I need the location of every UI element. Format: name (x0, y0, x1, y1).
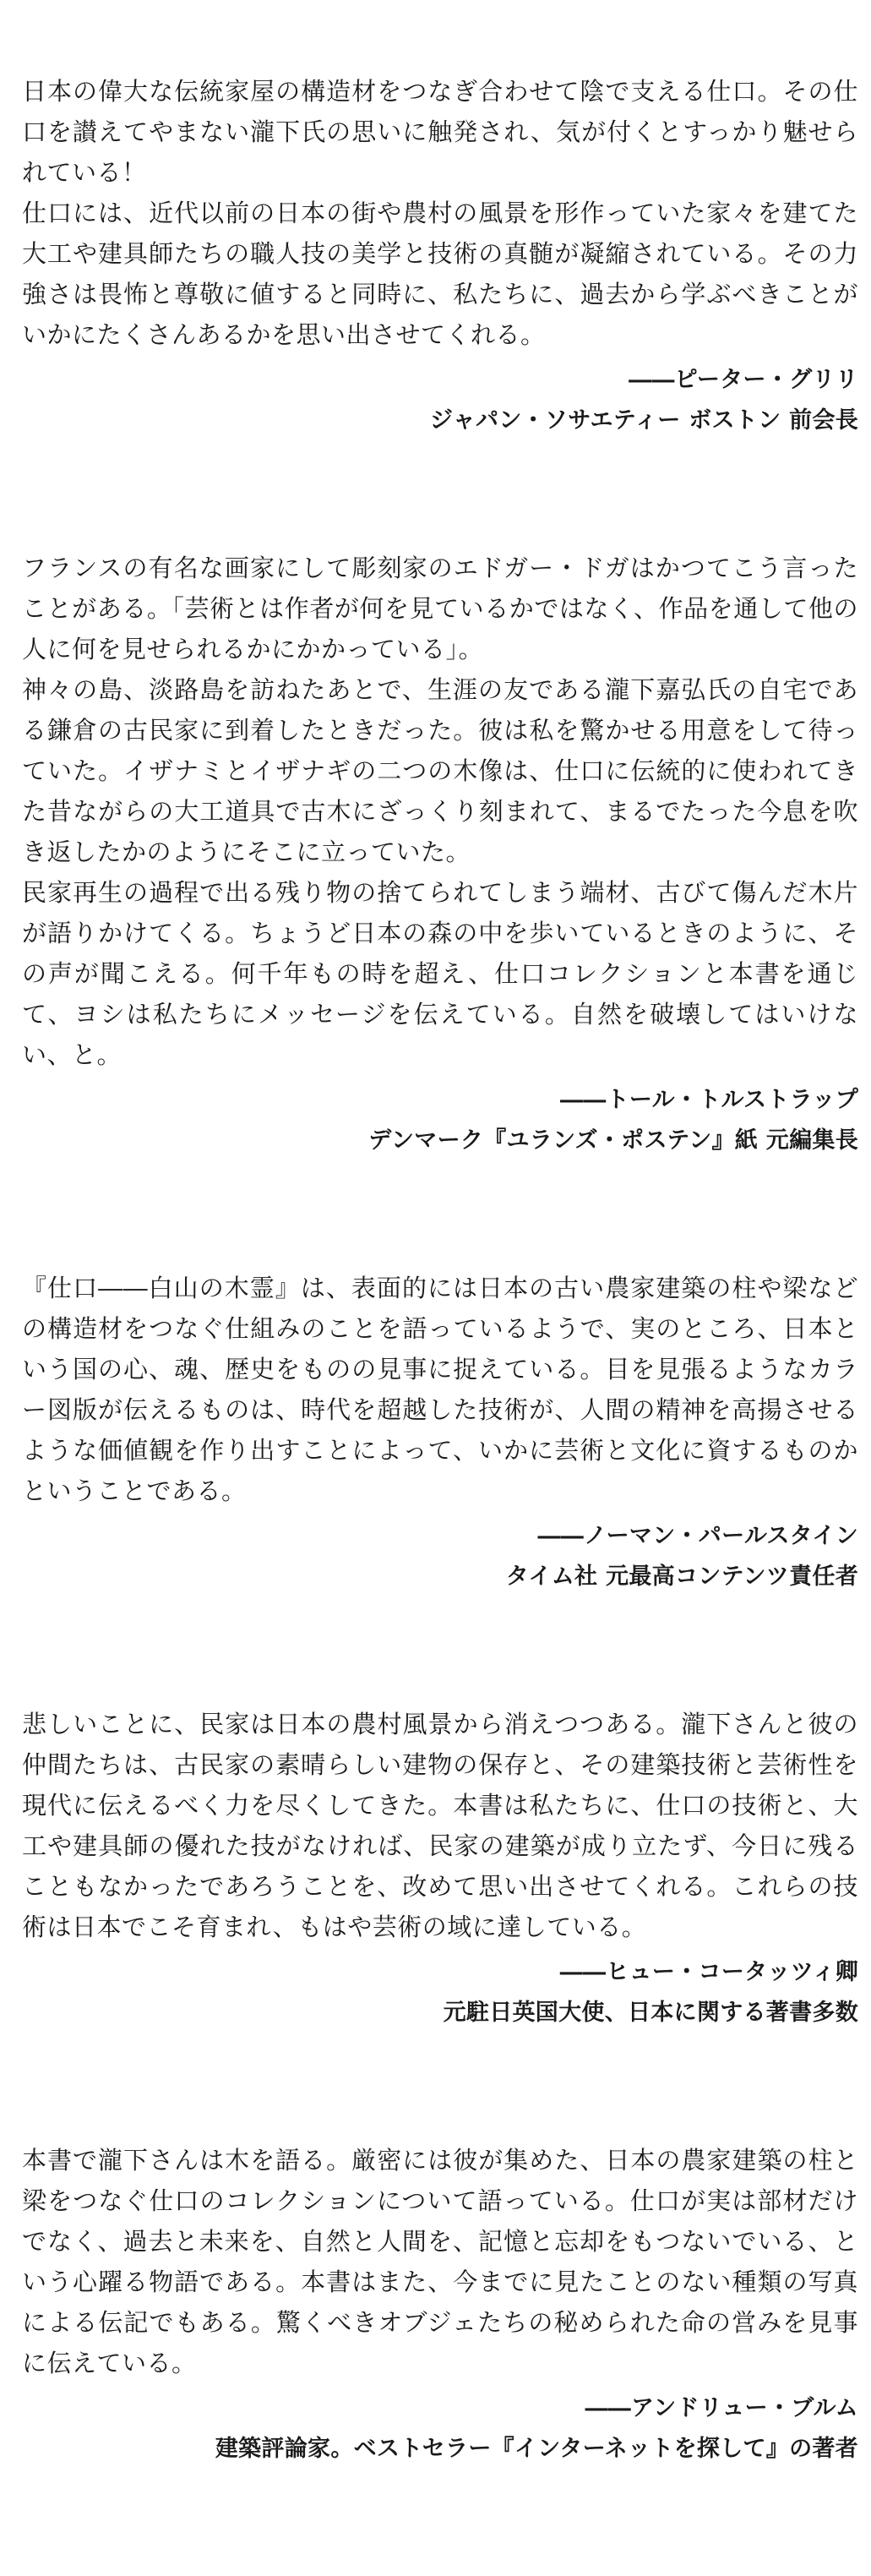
testimonial-1-author: ――ピーター・グリリ (629, 367, 858, 393)
testimonial-2-paragraph-3: 民家再生の過程で出る残り物の捨てられてしまう端材、古びて傷んだ木片が語りかけてくる。ちょうど日本の森の中を歩いているときのように、その声が聞こえる。何千年もの時を超え、仕口コレクションと本書を通じて、ヨシは私たちにメッセージを伝えている。自然を破壊してはいけない、と。 (22, 878, 858, 1069)
testimonial-2-author-title: デンマーク『ユランズ・ポステン』紙 元編集長 (368, 1127, 858, 1154)
testimonial-4-author: ――ヒュー・コータッツィ卿 (559, 1959, 858, 1985)
testimonial-4-author-title: 元駐日英国大使、日本に関する著書多数 (443, 2000, 858, 2026)
testimonial-5-paragraph-1: 本書で瀧下さんは木を語る。厳密には彼が集めた、日本の農家建築の柱と梁をつなぐ仕口のコレクションについて語っている。仕口が実は部材だけでなく、過去と未来を、自然と人間を、記憶と忘却をもつないでいる、という心躍る物語である。本書はまた、今までに見たことのない種類の写真による伝記でもある。驚くべきオブジェたちの秘められた命の営みを見事に伝えている。 (22, 2146, 858, 2377)
testimonial-5 (22, 2140, 858, 2470)
testimonial-1-paragraph-1: 日本の偉大な伝統家屋の構造材をつなぎ合わせて陰で支える仕口。その仕口を讃えてやまない瀧下氏の思いに触発され、気が付くとすっかり魅せられている！ (22, 77, 858, 187)
testimonial-3 (22, 1268, 858, 1597)
testimonial-2 (22, 548, 858, 1161)
testimonial-3-author: ――ノーマン・パールスタイン (537, 1523, 858, 1549)
testimonial-5-author: ――アンドリュー・ブルム (585, 2395, 858, 2421)
testimonial-1 (22, 71, 858, 441)
testimonial-4 (22, 1704, 858, 2033)
testimonial-2-author: ――トール・トルストラップ (559, 1087, 858, 1113)
testimonial-3-author-title: タイム社 元最高コンテンツ責任者 (505, 1564, 858, 1590)
testimonial-5-author-title: 建築評論家。ベストセラー『インターネットを探して』の著者 (215, 2436, 858, 2462)
testimonial-4-paragraph-1: 悲しいことに、民家は日本の農村風景から消えつつある。瀧下さんと彼の仲間たちは、古民家の素晴らしい建物の保存と、その建築技術と芸術性を現代に伝えるべく力を尽くしてきた。本書は私たちに、仕口の技術と、大工や建具師の優れた技がなければ、民家の建築が成り立たず、今日に残ることもなかったであろうことを、改めて思い出させてくれる。これらの技術は日本でこそ育まれ、もはや芸術の域に達している。 (22, 1710, 858, 1941)
testimonial-2-paragraph-2: 神々の島、淡路島を訪ねたあとで、生涯の友である瀧下嘉弘氏の自宅である鎌倉の古民家に到着したときだった。彼は私を驚かせる用意をして待っていた。イザナミとイザナギの二つの木像は、仕口に伝統的に使われてきた昔ながらの大工道具で古木にざっくり刻まれて、まるでたった今息を吹き返したかのようにそこに立っていた。 (22, 675, 858, 866)
testimonial-2-paragraph-1: フランスの有名な画家にして彫刻家のエドガー・ドガはかつてこう言ったことがある。「芸術とは作者が何を見ているかではなく、作品を通して他の人に何を見せられるかにかかっている」。 (22, 554, 858, 663)
testimonial-1-paragraph-2: 仕口には、近代以前の日本の街や農村の風景を形作っていた家々を建てた大工や建具師たちの職人技の美学と技術の真髄が凝縮されている。その力強さは畏怖と尊敬に値すると同時に、私たちに、過去から学ぶべきことがいかにたくさんあるかを思い出させてくれる。 (22, 199, 858, 349)
testimonial-1-author-title: ジャパン・ソサエティー ボストン 前会長 (429, 407, 858, 434)
testimonials-page (22, 71, 858, 2576)
testimonial-3-paragraph-1: 『仕口――白山の木霊』は、表面的には日本の古い農家建築の柱や梁などの構造材をつなぐ仕組みのことを語っているようで、実のところ、日本という国の心、魂、歴史をものの見事に捉えている。目を見張るようなカラー図版が伝えるものは、時代を超越した技術が、人間の精神を高揚させるような価値観を作り出すことによって、いかに芸術と文化に資するものかということである。 (22, 1274, 858, 1505)
